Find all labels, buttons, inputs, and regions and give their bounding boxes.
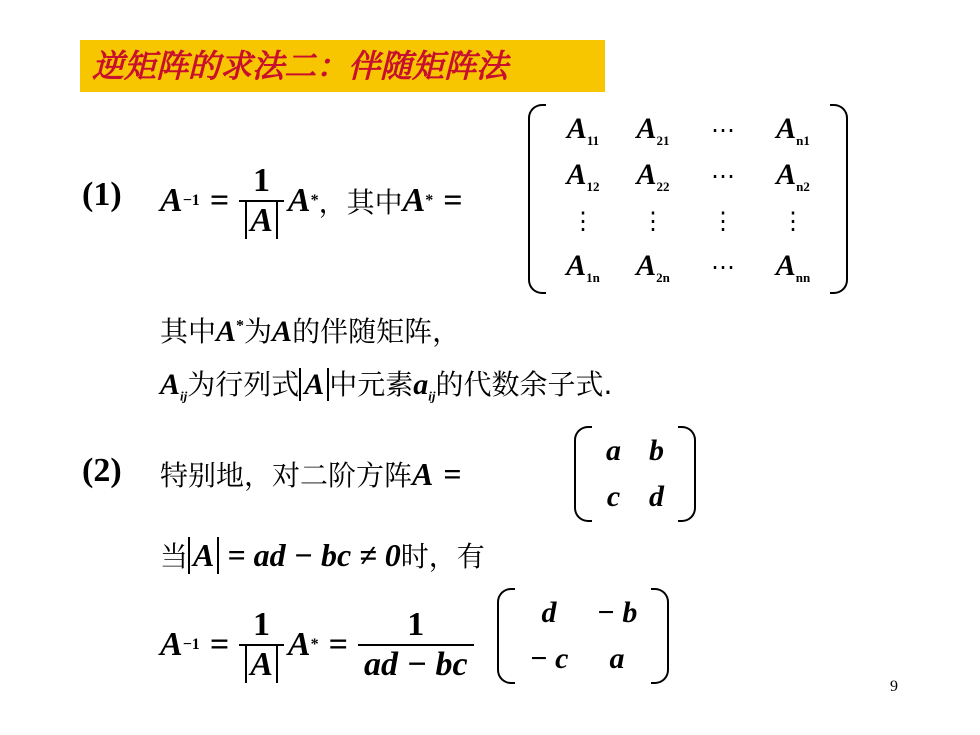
matrix-2x2-cell: c bbox=[606, 480, 621, 513]
note2-a-lower: a bbox=[413, 368, 429, 401]
cell-base: A bbox=[566, 112, 587, 146]
final-formula bbox=[160, 606, 474, 684]
inverse-exponent: −1 bbox=[182, 192, 200, 209]
final-det-A: A bbox=[245, 646, 278, 683]
equals-sign: = bbox=[209, 182, 230, 219]
note2-aij-sub: ij bbox=[180, 388, 188, 404]
cond-prefix: 当 bbox=[160, 540, 189, 573]
matrix-2x2-cell: d bbox=[649, 480, 664, 513]
final-adj-star: * bbox=[310, 636, 319, 653]
item2-label: (2) bbox=[82, 452, 122, 489]
item1-formula bbox=[160, 162, 463, 240]
cond-det: A bbox=[188, 537, 219, 574]
adjugate-cell bbox=[548, 158, 618, 195]
note2-det: A bbox=[299, 368, 329, 401]
cell-base: A bbox=[566, 157, 587, 191]
cell-base: A bbox=[636, 157, 657, 191]
cell-base: A bbox=[775, 248, 796, 282]
matrix-2x2 bbox=[574, 426, 696, 522]
adjugate-star: * bbox=[310, 192, 319, 209]
matrix2-right-paren bbox=[678, 426, 696, 522]
fraction-1-over-det bbox=[239, 162, 284, 240]
adjugate-matrix bbox=[528, 104, 848, 294]
final-eq2: = bbox=[328, 626, 348, 663]
final-matrix-right-paren bbox=[651, 588, 669, 684]
det-A: A bbox=[245, 202, 278, 239]
matrix-right-paren bbox=[830, 104, 848, 294]
cell-subscript: 2n bbox=[656, 269, 670, 285]
cell-subscript: n1 bbox=[796, 133, 810, 149]
cell-subscript: 11 bbox=[586, 133, 600, 149]
cell-subscript: nn bbox=[795, 269, 811, 285]
final-frac2-den: ad − bc bbox=[358, 644, 474, 684]
cond-expr: = ad − bc ≠ 0 bbox=[227, 536, 401, 573]
item2-text: 特别地，对二阶方阵 bbox=[160, 459, 413, 492]
final-fraction-2 bbox=[358, 606, 474, 684]
cell-base: A bbox=[776, 112, 797, 146]
cell-base: A bbox=[636, 112, 657, 146]
cell-subscript: 12 bbox=[586, 178, 600, 194]
final-matrix-grid bbox=[515, 590, 651, 682]
adjugate-label-star: * bbox=[425, 192, 434, 209]
cell-subscript: n2 bbox=[796, 178, 810, 194]
adjugate-cell bbox=[618, 158, 688, 195]
note1-tail: 的伴随矩阵， bbox=[292, 315, 461, 348]
cell-base: A bbox=[566, 248, 587, 282]
note-line-1 bbox=[160, 310, 460, 350]
comma-where-text: ，其中 bbox=[318, 186, 403, 219]
final-matrix-cell: − b bbox=[596, 596, 638, 629]
matrix-2x2-cell: a bbox=[606, 434, 621, 467]
final-frac1-den bbox=[239, 644, 284, 684]
final-matrix bbox=[497, 588, 669, 684]
final-lhs: A bbox=[160, 626, 183, 663]
note1-star: * bbox=[236, 317, 245, 335]
final-matrix-cell: a bbox=[609, 642, 625, 675]
adjugate-cell: ⋯ bbox=[711, 163, 735, 190]
adjugate-cell bbox=[758, 158, 828, 195]
item2-eq: = bbox=[443, 455, 462, 492]
final-matrix-cell: − c bbox=[529, 642, 569, 675]
adjugate-cell: ⋮ bbox=[641, 209, 665, 236]
final-eq1: = bbox=[209, 626, 230, 663]
note1-prefix: 其中 bbox=[160, 315, 217, 348]
note2-tail: 的代数余子式. bbox=[435, 368, 613, 401]
adjugate-cell: ⋮ bbox=[781, 209, 805, 236]
fraction-numerator: 1 bbox=[253, 162, 271, 199]
item2-line bbox=[160, 454, 462, 494]
cell-base: A bbox=[636, 248, 657, 282]
cell-subscript: 21 bbox=[656, 133, 670, 149]
adjugate-label: A bbox=[402, 182, 426, 219]
note1-a-star: A bbox=[216, 315, 237, 348]
item2-A: A bbox=[412, 455, 434, 492]
fraction-denominator bbox=[239, 200, 284, 240]
final-fraction-1 bbox=[239, 606, 284, 684]
item1-label: (1) bbox=[82, 176, 122, 213]
matrix-2x2-cell: b bbox=[649, 434, 664, 467]
matrix2-left-paren bbox=[574, 426, 592, 522]
final-inv-exp: −1 bbox=[182, 636, 200, 653]
final-adj: A bbox=[287, 626, 311, 663]
adjugate-symbol: A bbox=[287, 182, 311, 219]
adjugate-equals: = bbox=[443, 182, 463, 219]
adjugate-cell bbox=[758, 112, 828, 149]
note-line-2 bbox=[160, 363, 612, 405]
final-matrix-cell: d bbox=[541, 596, 557, 629]
cell-subscript: 22 bbox=[656, 178, 670, 194]
adjugate-cell bbox=[618, 249, 688, 286]
final-matrix-left-paren bbox=[497, 588, 515, 684]
adjugate-cell: ⋮ bbox=[711, 209, 735, 236]
adjugate-cell: ⋯ bbox=[711, 254, 735, 281]
note2-mid1: 为行列式 bbox=[187, 368, 300, 401]
note1-a: A bbox=[272, 315, 293, 348]
adjugate-cell bbox=[618, 112, 688, 149]
adjugate-cell bbox=[548, 112, 618, 149]
slide-title: 逆矩阵的求法二：伴随矩阵法 bbox=[80, 40, 605, 92]
final-frac2-num: 1 bbox=[407, 606, 425, 643]
note2-mid2: 中元素 bbox=[329, 368, 414, 401]
cell-base: A bbox=[776, 157, 797, 191]
adjugate-cell bbox=[758, 249, 828, 286]
note2-aij: A bbox=[160, 368, 181, 401]
adjugate-cell bbox=[548, 249, 618, 286]
note1-mid: 为 bbox=[244, 315, 273, 348]
adjugate-cell: ⋮ bbox=[571, 209, 595, 236]
note2-a-sub: ij bbox=[428, 388, 436, 404]
adjugate-matrix-grid bbox=[548, 108, 828, 290]
adjugate-cell: ⋯ bbox=[711, 118, 735, 145]
condition-line bbox=[160, 535, 485, 575]
cond-tail: 时，有 bbox=[400, 540, 485, 573]
inverse-base: A bbox=[160, 182, 183, 219]
cell-subscript: 1n bbox=[586, 269, 600, 285]
page-number: 9 bbox=[890, 678, 898, 695]
matrix-2x2-grid bbox=[592, 428, 678, 520]
matrix-left-paren bbox=[528, 104, 546, 294]
final-frac1-num: 1 bbox=[253, 606, 271, 643]
